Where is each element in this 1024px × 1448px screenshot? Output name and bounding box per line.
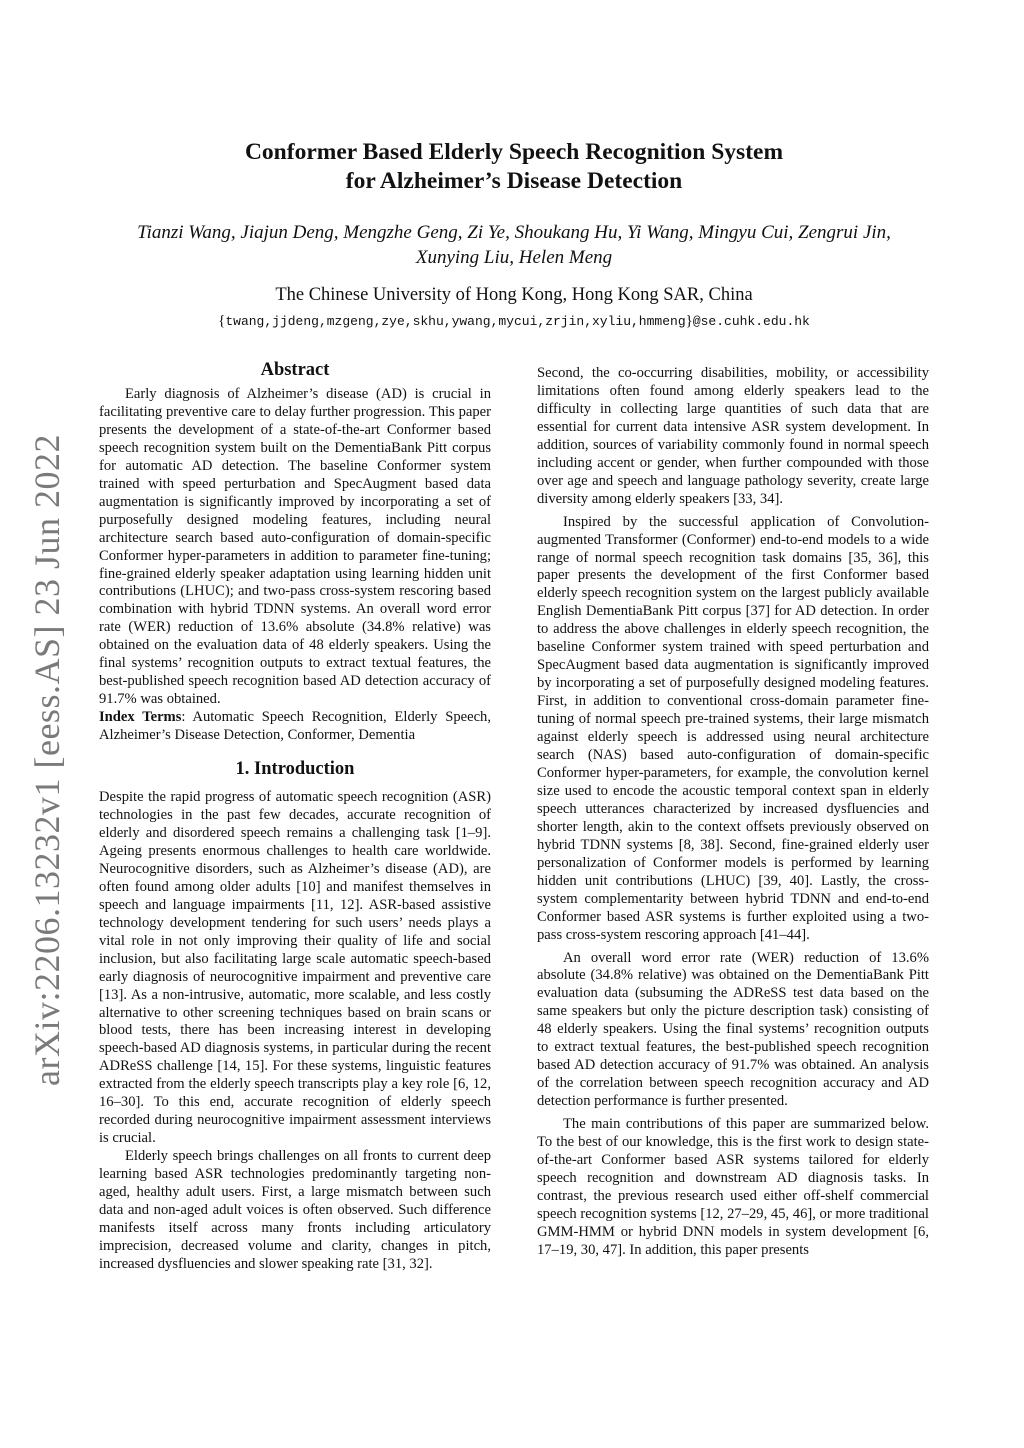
intro-paragraph-1: Despite the rapid progress of automatic speech recognition (ASR) technologies in the past few decades, accurate recognition of elderly and disordered speech remains a challenging task [1–9]. Ageing presents enormous challenges to health care worldwide. Neurocognitive disorders, such as Alzheimer’s disease (AD), are often found among older adults [10] and manifest themselves in speech and language impairments [11, 12]. ASR-based assistive technology development tendering for such users’ needs plays a vital role in not only improving their quality of life and social inclusion, but also facilitating large scale automatic speech-based early diagnosis of neurocognitive impairment and preventive care [13]. As a non-intrusive, automatic, more scalable, and less costly alternative to other screening techniques based on brain scans or blood tests, there has been increasing interest in developing speech-based AD diagnosis systems, in particular during the recent ADReSS challenge [14, 15]. For these systems, linguistic features extracted from the elderly speech transcripts play a key role [6, 12, 16–30]. To this end, accurate recognition of elderly speech recorded during neurocognitive impairment assessment interviews is crucial. (99, 789, 491, 1147)
intro-paragraph-2: Elderly speech brings challenges on all fronts to current deep learning based ASR technologies predominantly targeting non-aged, healthy adult users. First, a large mismatch between such data and non-aged adult voices is often observed. Such difference manifests itself across many fronts including articulatory imprecision, decreased volume and clarity, changes in pitch, increased dysfluencies and slower speaking rate [31, 32]. (99, 1148, 491, 1272)
title-line-2: for Alzheimer’s Disease Detection (345, 168, 683, 194)
title-line-1: Conformer Based Elderly Speech Recognition System (244, 139, 784, 165)
abstract-heading: Abstract (260, 360, 330, 380)
right-column (537, 365, 929, 1260)
authors-line-1: Tianzi Wang, Jiajun Deng, Mengzhe Geng, Zi Ye, Shoukang Hu, Yi Wang, Mingyu Cui, Zengrui Jin, (137, 222, 891, 243)
intro-paragraph-5: An overall word error rate (WER) reduction of 13.6% absolute (34.8% relative) was obtained on the DementiaBank Pitt evaluation data (subsuming the ADReSS test data based on the same speakers but only the picture description task) consisting of 48 elderly speakers. Using the final systems’ recognition outputs to extract textual features, the best-published speech recognition based AD detection accuracy of 91.7% was obtained. An analysis of the correlation between speech recognition accuracy and AD detection performance is further presented. (537, 949, 929, 1110)
author-list (90, 220, 938, 270)
affiliation: The Chinese University of Hong Kong, Hong Kong SAR, China (275, 285, 753, 305)
email-domain: @se.cuhk.edu.hk (692, 314, 810, 329)
left-column (99, 358, 491, 1274)
intro-paragraph-6: The main contributions of this paper are summarized below. To the best of our knowledge, this is the first work to design state-of-the-art Conformer based ASR systems tailored for elderly speech recognition and downstream AD diagnosis tasks. In contrast, the previous research used either off-shelf commercial speech recognition systems [12, 27–29, 45, 46], or more traditional GMM-HMM or hybrid DNN models in system development [6, 17–19, 30, 47]. In addition, this paper presents (537, 1116, 929, 1258)
index-terms-label: Index Terms (99, 709, 182, 726)
introduction-heading: 1. Introduction (235, 759, 355, 780)
email-brace-close: } (685, 313, 693, 329)
intro-paragraph-4: Inspired by the successful application of Convolution-augmented Transformer (Conformer) end-to-end models to a wide range of normal speech recognition task domains [35, 36], this paper presents the development of the first Conformer based elderly speech recognition system on the largest publicly available English DementiaBank Pitt corpus [37] for AD detection. In order to address the above challenges in elderly speech recognition, the baseline Conformer system trained with speed perturbation and SpecAugment based data augmentation is significantly improved by incorporating a set of purposefully designed modeling features. First, in addition to conventional cross-domain parameter fine-tuning of normal speech pre-trained systems, their large mismatch against elderly speech is addressed using neural architecture search (NAS) based auto-configuration of domain-specific Conformer hyper-parameters, for example, the convolution kernel size used to encode the acoustic temporal context span in elderly speech utterances characterized by increased dysfluencies and shorter length, akin to the context offsets previously observed on hybrid TDNN systems [8, 38]. Second, fine-grained elderly user personalization of Conformer models is performed by learning hidden unit contributions (LHUC) [39, 40]. Lastly, the cross-system complementarity between hybrid TDNN and end-to-end Conformer based ASR systems is further exploited using a two-pass cross-system rescoring approach [41–44]. (537, 513, 929, 943)
arxiv-identifier (18, 434, 76, 1086)
intro-paragraph-3: Second, the co-occurring disabilities, mobility, or accessibility limitations often found among elderly speakers lead to the difficulty in collecting large quantities of such data that are essential for current data intensive ASR system development. In addition, sources of variability commonly found in normal speech including accent or gender, when further compounded with those over age and speech and language pathology severity, create large diversity among elderly speakers [33, 34]. (537, 365, 929, 507)
paper-title (100, 138, 928, 196)
email-brace-open: { (218, 313, 226, 329)
arxiv-id-text: arXiv:2206.13232v1 [eess.AS] 23 Jun 2022 (27, 434, 67, 1086)
abstract-text: Early diagnosis of Alzheimer’s disease (AD) is crucial in facilitating preventive care to delay further progression. This paper presents the development of a state-of-the-art Conformer based speech recognition system built on the DementiaBank Pitt corpus for automatic AD detection. The baseline Conformer system trained with speed perturbation and SpecAugment based data augmentation is significantly improved by incorporating a set of purposefully designed modeling features, including neural architecture search based auto-configuration of domain-specific Conformer hyper-parameters in addition to parameter fine-tuning; fine-grained elderly speaker adaptation using learning hidden unit contributions (LHUC); and two-pass cross-system rescoring based combination with hybrid TDNN systems. An overall word error rate (WER) reduction of 13.6% absolute (34.8% relative) was obtained on the evaluation data of 48 elderly speakers. Using the final systems’ recognition outputs to extract textual features, the best-published speech recognition based AD detection accuracy of 91.7% was obtained. (99, 386, 491, 708)
email-users: twang,jjdeng,mzgeng,zye,skhu,ywang,mycui,zrjin,xyliu,hmmeng (225, 314, 686, 329)
authors-line-2: Xunying Liu, Helen Meng (415, 247, 613, 268)
index-terms (99, 709, 491, 745)
author-emails (100, 313, 928, 330)
index-terms-text: : Automatic Speech Recognition, Elderly Speech, Alzheimer’s Disease Detection, Conformer, Dementia (99, 709, 491, 744)
